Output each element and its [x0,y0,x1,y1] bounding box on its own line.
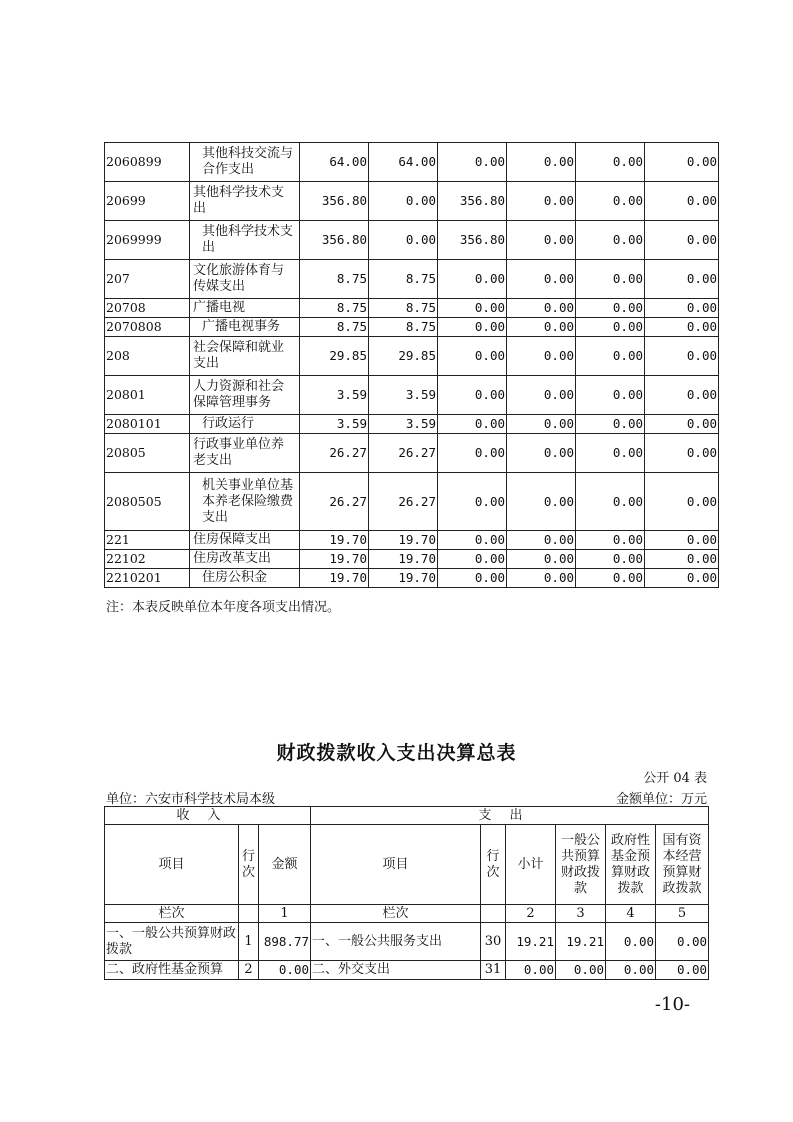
amount-cell: 0.00 [438,143,507,182]
amount-cell: 8.75 [369,299,438,318]
subject-code: 20708 [105,299,190,318]
subject-name: 住房公积金 [190,569,300,588]
subject-code: 207 [105,260,190,299]
page-title: 财政拨款收入支出决算总表 [276,742,517,764]
header-income-amount: 金额 [259,825,311,905]
amount-cell: 0.00 [507,376,576,415]
amount-cell: 356.80 [438,182,507,221]
income-row-no: 2 [239,961,259,980]
header-subtotal: 小计 [506,825,556,905]
amount-cell: 3.59 [300,415,369,434]
header-income-item: 项目 [105,825,239,905]
money-unit-label: 金额单位：万元 [615,792,707,807]
subject-name: 住房保障支出 [190,531,300,550]
subject-name: 人力资源和社会保障管理事务 [190,376,300,415]
subject-name: 广播电视事务 [190,318,300,337]
table-row [105,569,719,588]
column-label-income: 栏次 [105,905,239,923]
amount-cell: 26.27 [300,434,369,473]
amount-cell: 0.00 [645,260,719,299]
table-row [105,318,719,337]
amount-cell: 0.00 [438,434,507,473]
header-state-capital-budget: 国有资本经营预算财政拨款 [656,825,709,905]
amount-cell: 0.00 [576,260,645,299]
amount-cell: 0.00 [507,143,576,182]
amount-cell: 0.00 [576,531,645,550]
income-item: 一、一般公共预算财政拨款 [105,923,239,961]
amount-cell: 26.27 [300,473,369,531]
subject-code: 20805 [105,434,190,473]
page-number: -10- [654,994,690,1015]
subject-code: 22102 [105,550,190,569]
amount-cell: 0.00 [507,415,576,434]
subject-name: 其他科学技术支出 [190,221,300,260]
amount-cell: 19.70 [369,569,438,588]
column-number-3: 3 [556,905,606,923]
subject-name: 行政运行 [190,415,300,434]
amount-cell: 0.00 [645,531,719,550]
table-row [105,923,709,961]
amount-cell: 0.00 [369,182,438,221]
table-note: 注：本表反映单位本年度各项支出情况。 [106,600,341,615]
amount-cell: 0.00 [576,376,645,415]
state-capital-amount: 0.00 [656,923,709,961]
income-row-no: 1 [239,923,259,961]
table-row [105,550,719,569]
subject-code: 2080505 [105,473,190,531]
table-row [105,473,719,531]
amount-cell: 0.00 [438,473,507,531]
amount-cell: 19.70 [300,550,369,569]
amount-cell: 0.00 [438,569,507,588]
subject-code: 20699 [105,182,190,221]
amount-cell: 26.27 [369,473,438,531]
amount-cell: 3.59 [300,376,369,415]
amount-cell: 0.00 [369,221,438,260]
subject-name: 行政事业单位养老支出 [190,434,300,473]
amount-cell: 0.00 [576,318,645,337]
table-row [105,434,719,473]
income-group-header: 收入 [105,807,311,825]
subject-name: 广播电视 [190,299,300,318]
header-expense-item: 项目 [311,825,481,905]
amount-cell: 26.27 [369,434,438,473]
amount-cell: 0.00 [438,318,507,337]
amount-cell: 0.00 [576,182,645,221]
table-row [105,337,719,376]
subject-code: 2080101 [105,415,190,434]
amount-cell: 0.00 [507,434,576,473]
amount-cell: 0.00 [507,318,576,337]
subject-code: 2210201 [105,569,190,588]
column-number-1: 1 [259,905,311,923]
column-number-4: 4 [606,905,656,923]
table-row [105,260,719,299]
amount-cell: 0.00 [507,182,576,221]
income-amount: 898.77 [259,923,311,961]
column-number-2: 2 [506,905,556,923]
subject-code: 221 [105,531,190,550]
amount-cell: 0.00 [507,569,576,588]
amount-cell: 0.00 [576,299,645,318]
amount-cell: 0.00 [576,473,645,531]
amount-cell: 64.00 [300,143,369,182]
column-number-5: 5 [656,905,709,923]
amount-cell: 0.00 [576,221,645,260]
expense-row-no: 31 [481,961,506,980]
amount-cell: 0.00 [576,415,645,434]
amount-cell: 8.75 [369,318,438,337]
amount-cell: 0.00 [507,260,576,299]
subject-name: 文化旅游体育与传媒支出 [190,260,300,299]
amount-cell: 29.85 [300,337,369,376]
amount-cell: 0.00 [645,473,719,531]
amount-cell: 0.00 [576,569,645,588]
header-income-row-no: 行次 [239,825,259,905]
table-row [105,221,719,260]
amount-cell: 3.59 [369,415,438,434]
amount-cell: 8.75 [300,260,369,299]
general-budget-amount: 0.00 [556,961,606,980]
amount-cell: 0.00 [645,434,719,473]
subject-code: 2069999 [105,221,190,260]
income-item: 二、政府性基金预算 [105,961,239,980]
state-capital-amount: 0.00 [656,961,709,980]
amount-cell: 8.75 [369,260,438,299]
amount-cell: 0.00 [645,182,719,221]
amount-cell: 0.00 [438,376,507,415]
subject-name: 其他科学技术支出 [190,182,300,221]
amount-cell: 356.80 [438,221,507,260]
subtotal: 0.00 [506,961,556,980]
subject-code: 20801 [105,376,190,415]
amount-cell: 0.00 [438,260,507,299]
subject-name: 其他科技交流与合作支出 [190,143,300,182]
subject-name: 住房改革支出 [190,550,300,569]
amount-cell: 356.80 [300,221,369,260]
table-row [105,143,719,182]
amount-cell: 0.00 [507,531,576,550]
table-row [105,415,719,434]
table-row [105,376,719,415]
amount-cell: 0.00 [576,337,645,376]
table-row [105,961,709,980]
table-row [105,299,719,318]
amount-cell: 3.59 [369,376,438,415]
amount-cell: 0.00 [645,221,719,260]
gov-fund-amount: 0.00 [606,923,656,961]
subject-code: 2060899 [105,143,190,182]
table-row [105,182,719,221]
expense-item: 一、一般公共服务支出 [311,923,481,961]
amount-cell: 0.00 [645,337,719,376]
gov-fund-amount: 0.00 [606,961,656,980]
amount-cell: 0.00 [438,531,507,550]
amount-cell: 0.00 [645,569,719,588]
header-general-budget: 一般公共预算财政拨款 [556,825,606,905]
amount-cell: 19.70 [369,531,438,550]
expense-item: 二、外交支出 [311,961,481,980]
amount-cell: 0.00 [507,299,576,318]
amount-cell: 8.75 [300,318,369,337]
amount-cell: 0.00 [645,299,719,318]
amount-cell: 64.00 [369,143,438,182]
subject-name: 机关事业单位基本养老保险缴费支出 [190,473,300,531]
general-budget-amount: 19.21 [556,923,606,961]
amount-cell: 0.00 [645,143,719,182]
subject-code: 208 [105,337,190,376]
form-number: 公开 04 表 [643,771,707,786]
amount-cell: 0.00 [645,318,719,337]
amount-cell: 0.00 [507,221,576,260]
amount-cell: 0.00 [507,473,576,531]
income-amount: 0.00 [259,961,311,980]
unit-label: 单位：六安市科学技术局本级 [106,792,276,807]
subject-code: 2070808 [105,318,190,337]
amount-cell: 8.75 [300,299,369,318]
amount-cell: 19.70 [300,531,369,550]
header-expense-row-no: 行次 [481,825,506,905]
column-label-expense: 栏次 [311,905,481,923]
expenditure-detail-table [104,142,719,588]
table-row [105,531,719,550]
amount-cell: 0.00 [507,550,576,569]
expense-row-no: 30 [481,923,506,961]
amount-cell: 0.00 [576,143,645,182]
amount-cell: 0.00 [576,434,645,473]
amount-cell: 0.00 [507,337,576,376]
amount-cell: 0.00 [438,299,507,318]
expense-group-header: 支出 [311,807,709,825]
amount-cell: 19.70 [369,550,438,569]
amount-cell: 29.85 [369,337,438,376]
amount-cell: 0.00 [645,550,719,569]
amount-cell: 0.00 [438,337,507,376]
amount-cell: 0.00 [438,415,507,434]
amount-cell: 19.70 [300,569,369,588]
amount-cell: 0.00 [645,376,719,415]
subtotal: 19.21 [506,923,556,961]
amount-cell: 356.80 [300,182,369,221]
amount-cell: 0.00 [438,550,507,569]
fiscal-summary-table [104,806,709,980]
amount-cell: 0.00 [576,550,645,569]
subject-name: 社会保障和就业支出 [190,337,300,376]
amount-cell: 0.00 [645,415,719,434]
header-gov-fund-budget: 政府性基金预算财政拨款 [606,825,656,905]
